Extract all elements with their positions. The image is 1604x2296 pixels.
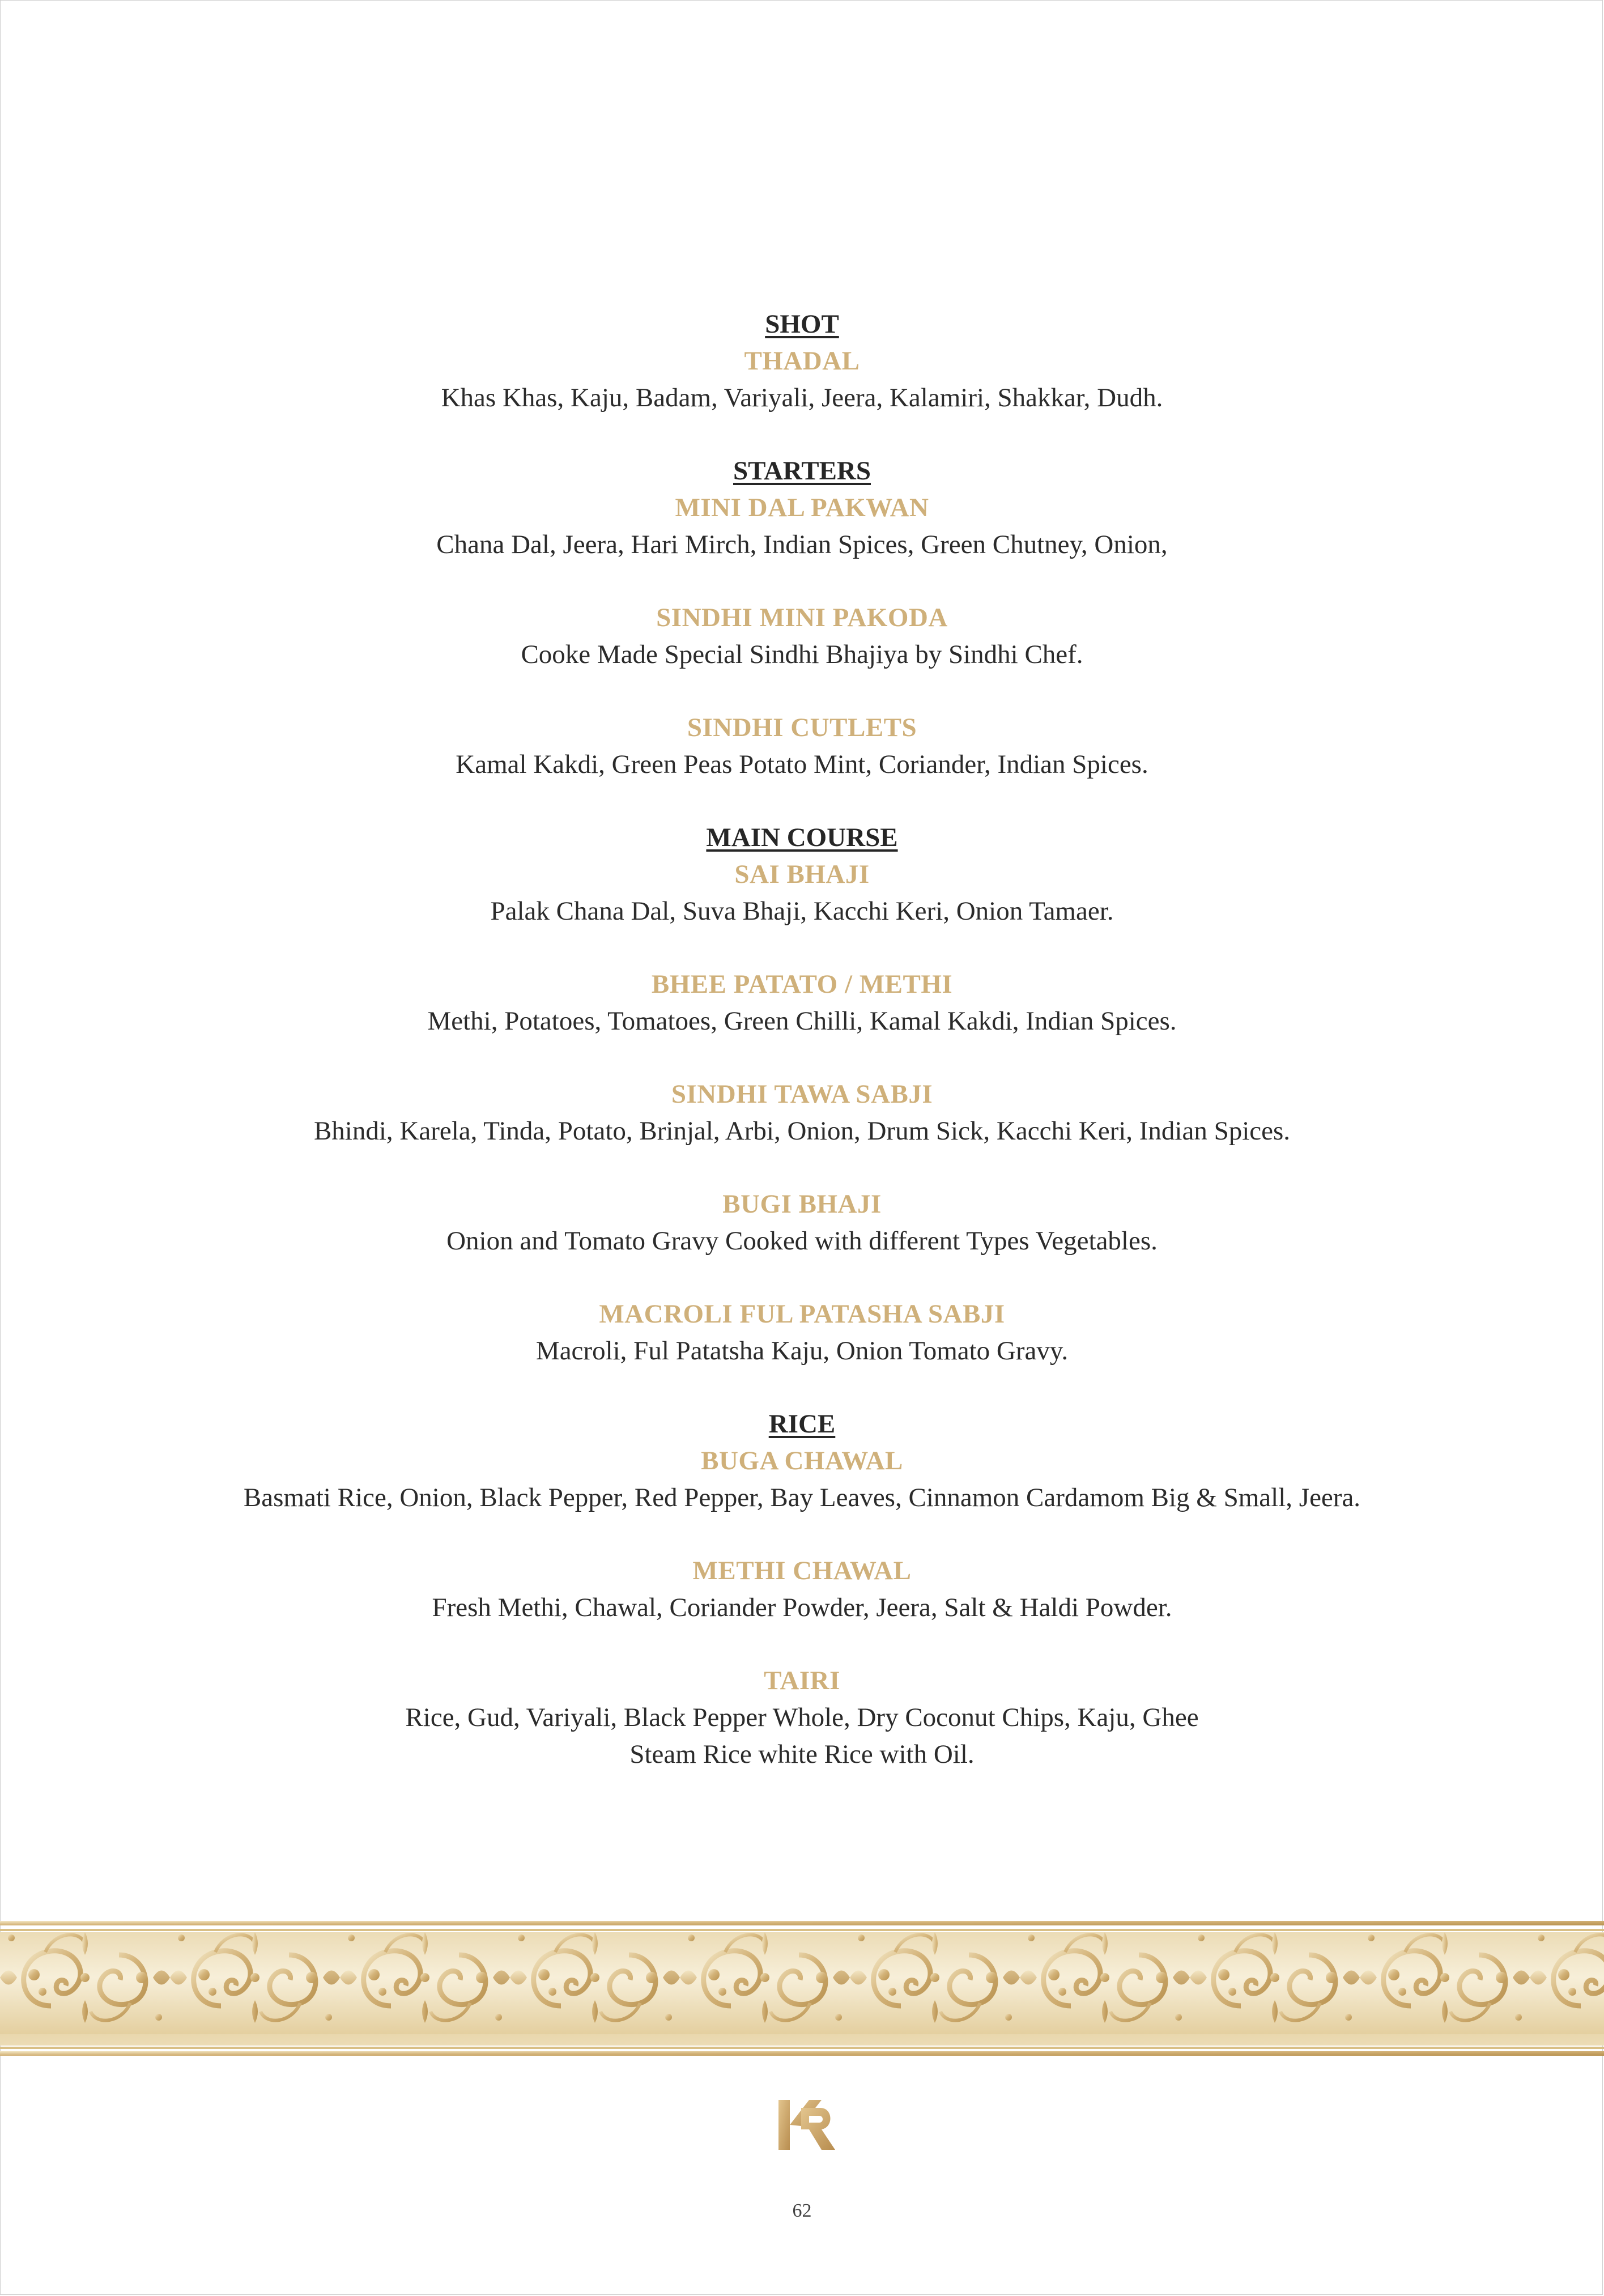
- dish-name: THADAL: [744, 346, 860, 376]
- dish-name: SINDHI MINI PAKODA: [656, 603, 948, 632]
- menu-section-rice: [0, 1406, 1604, 1773]
- dish-name: BHEE PATATO / METHI: [651, 970, 953, 999]
- dish-description: Fresh Methi, Chawal, Coriander Powder, Jeera, Salt & Haldi Powder.: [432, 1593, 1172, 1622]
- dish-name: MINI DAL PAKWAN: [675, 493, 929, 522]
- kr-monogram-icon: [776, 2097, 839, 2153]
- dish-name: SINDHI TAWA SABJI: [671, 1079, 933, 1109]
- dish-description: Basmati Rice, Onion, Black Pepper, Red Pepper, Bay Leaves, Cinnamon Cardamom Big & Small, Jeera.: [243, 1483, 1361, 1512]
- dish-description: Methi, Potatoes, Tomatoes, Green Chilli, Kamal Kakdi, Indian Spices.: [427, 1006, 1177, 1036]
- section-heading: SHOT: [765, 309, 839, 339]
- dish-description: Khas Khas, Kaju, Badam, Variyali, Jeera, Kalamiri, Shakkar, Dudh.: [441, 383, 1163, 413]
- decorative-gold-border: [0, 1921, 1604, 2057]
- dish-name: METHI CHAWAL: [692, 1556, 912, 1585]
- menu-section-shot: [0, 306, 1604, 416]
- kr-logo: [776, 2097, 839, 2153]
- dish-name: SINDHI CUTLETS: [687, 713, 917, 742]
- dish-description: Cooke Made Special Sindhi Bhajiya by Sindhi Chef.: [521, 640, 1083, 669]
- dish-name: TAIRI: [764, 1666, 840, 1695]
- section-heading: MAIN COURSE: [706, 823, 898, 852]
- dish-description: Chana Dal, Jeera, Hari Mirch, Indian Spices, Green Chutney, Onion,: [436, 530, 1168, 559]
- dish-description: Steam Rice white Rice with Oil.: [629, 1740, 975, 1769]
- section-heading: RICE: [768, 1409, 836, 1439]
- dish-description: Onion and Tomato Gravy Cooked with different Types Vegetables.: [446, 1226, 1158, 1256]
- menu-content: [0, 306, 1604, 1773]
- menu-section-starters: [0, 453, 1604, 783]
- dish-description: Kamal Kakdi, Green Peas Potato Mint, Coriander, Indian Spices.: [456, 750, 1148, 779]
- section-heading: STARTERS: [733, 456, 871, 486]
- dish-description: Palak Chana Dal, Suva Bhaji, Kacchi Keri, Onion Tamaer.: [490, 896, 1114, 926]
- dish-name: SAI BHAJI: [734, 860, 870, 889]
- dish-description: Macroli, Ful Patatsha Kaju, Onion Tomato Gravy.: [535, 1336, 1069, 1366]
- dish-name: BUGI BHAJI: [722, 1189, 882, 1219]
- dish-description: Bhindi, Karela, Tinda, Potato, Brinjal, Arbi, Onion, Drum Sick, Kacchi Keri, Indian Spices.: [313, 1116, 1291, 1146]
- menu-section-main-course: [0, 819, 1604, 1370]
- dish-name: MACROLI FUL PATASHA SABJI: [599, 1299, 1005, 1329]
- dish-name: BUGA CHAWAL: [701, 1446, 903, 1476]
- paisley-border-pattern: [0, 1921, 1604, 2057]
- dish-description: Rice, Gud, Variyali, Black Pepper Whole, Dry Coconut Chips, Kaju, Ghee: [405, 1703, 1199, 1732]
- page-number: 62: [792, 2200, 812, 2221]
